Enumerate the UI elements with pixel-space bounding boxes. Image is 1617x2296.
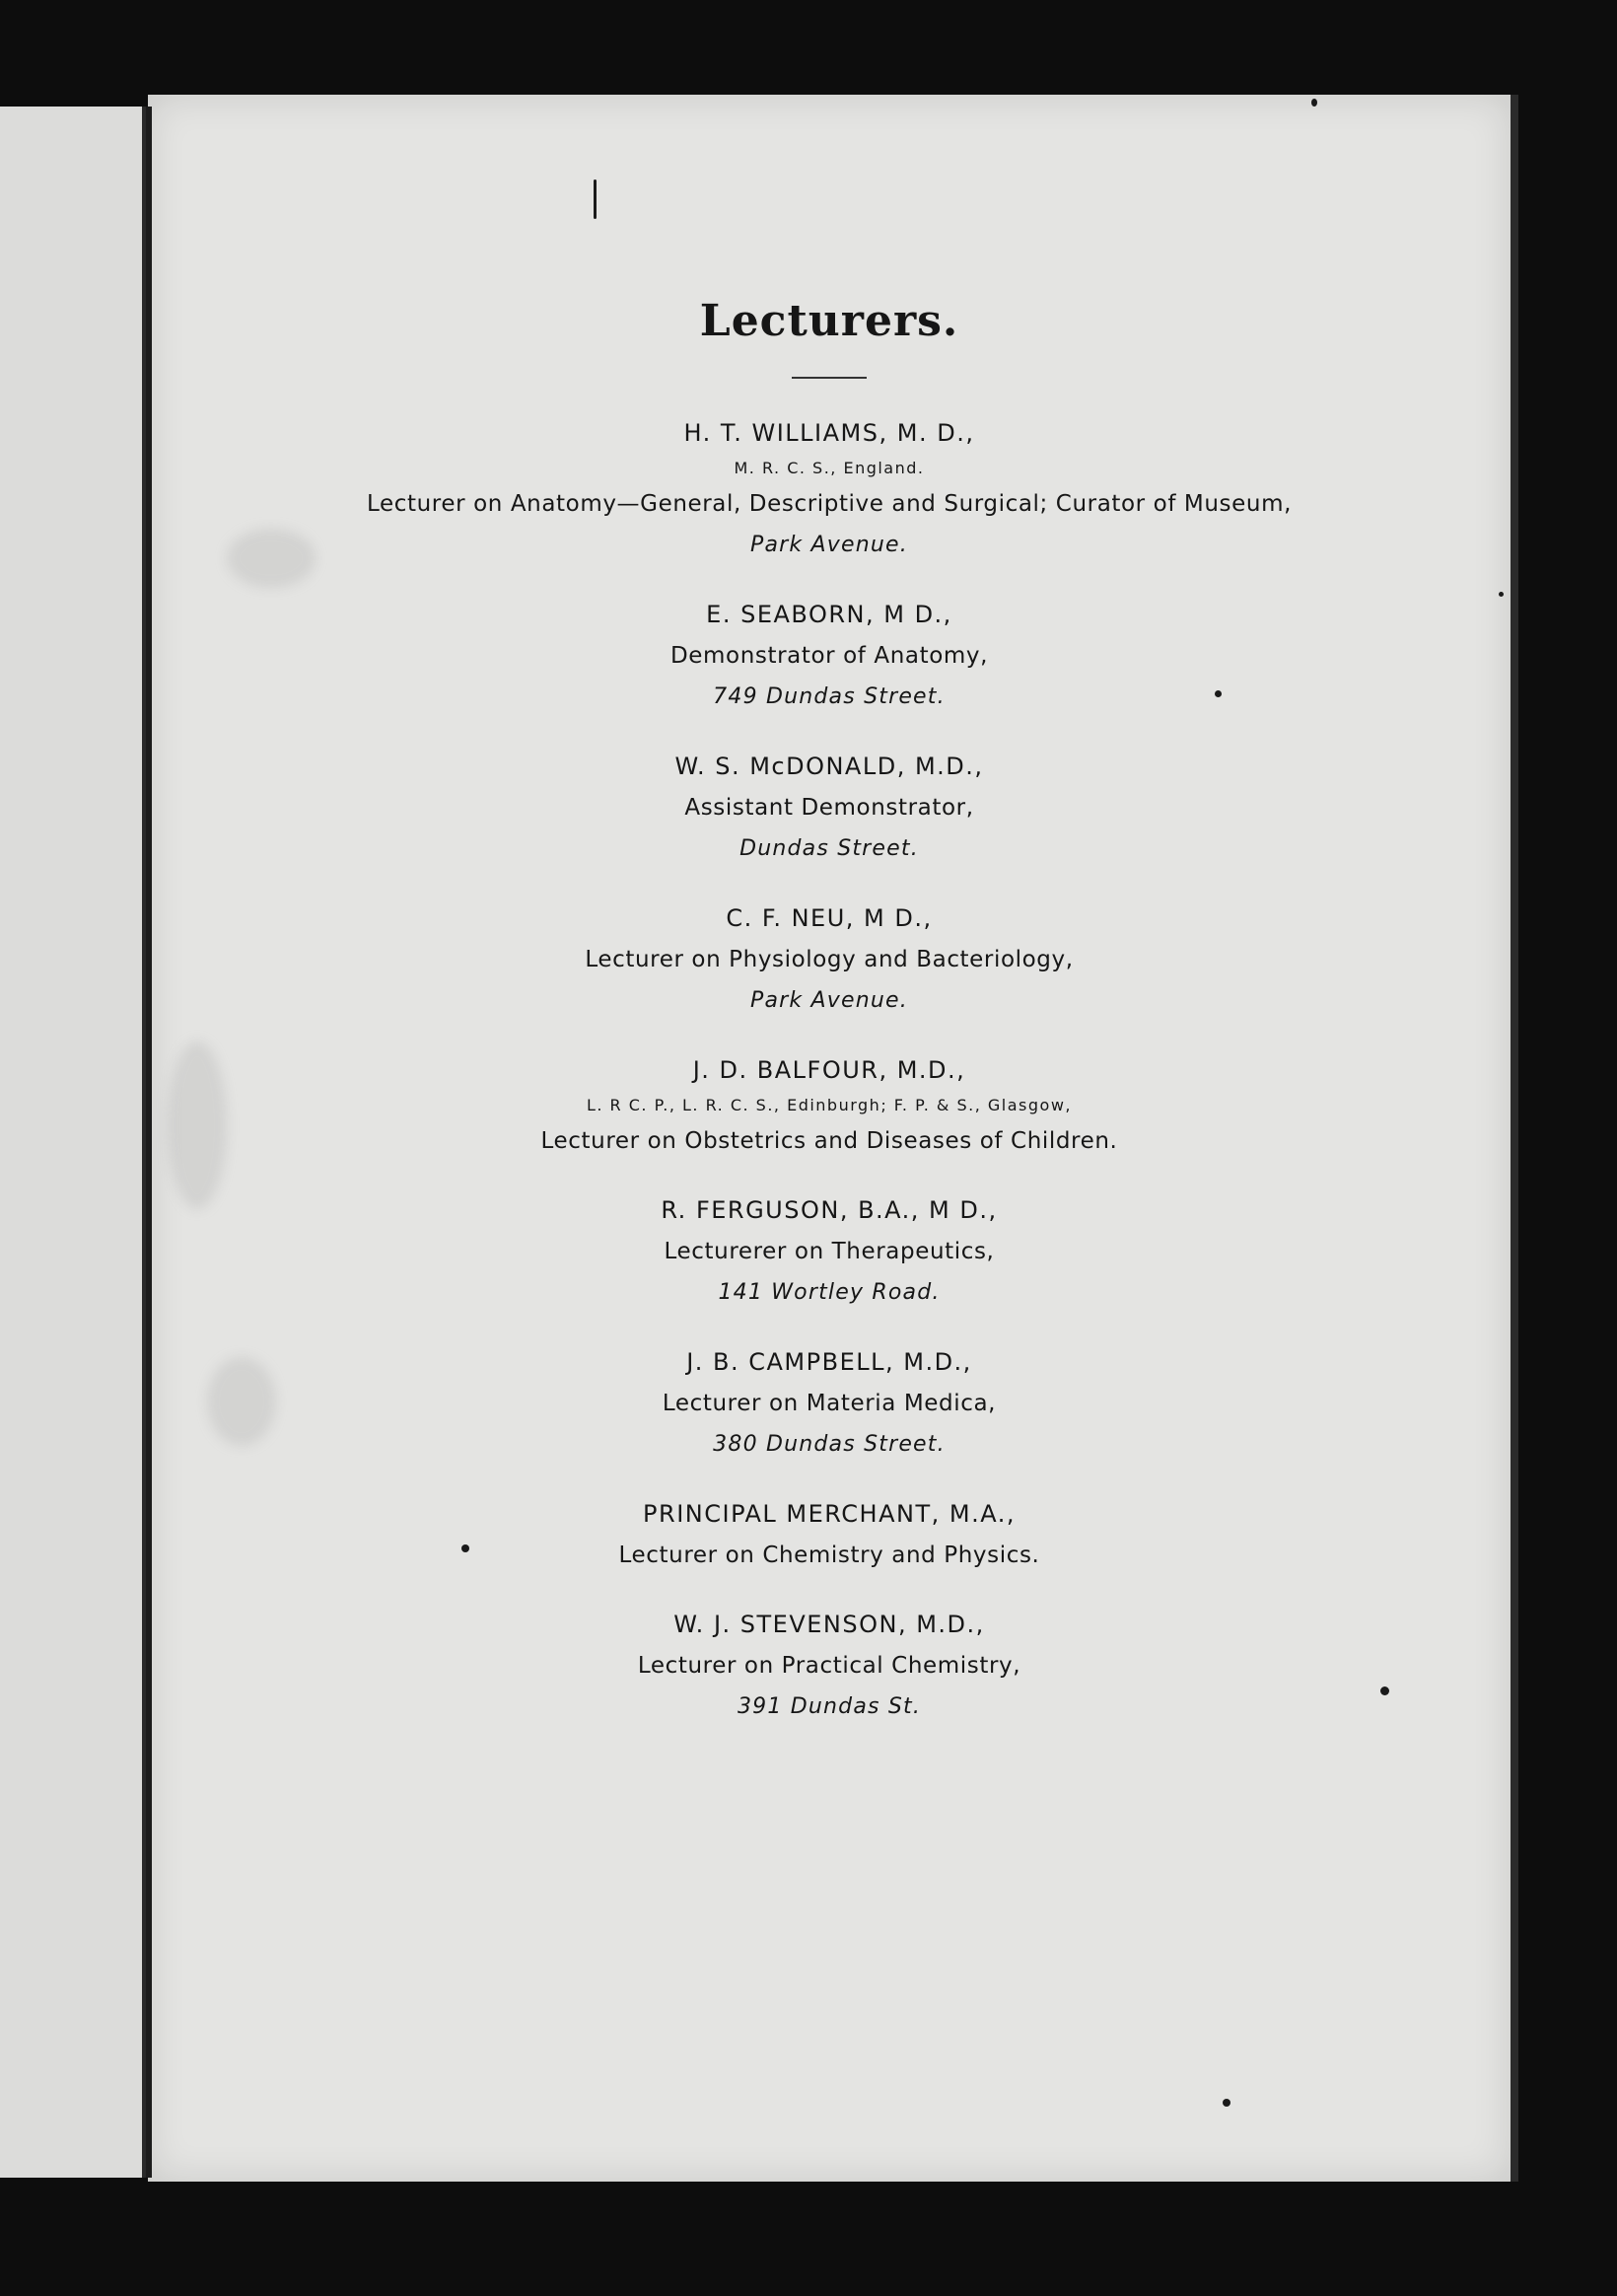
lecturer-address: 749 Dundas Street. [713,684,946,709]
lecturer-entry [148,746,1511,870]
lecturer-name: J. D. BALFOUR, M.D., [692,1056,966,1084]
lecturer-role: Lecturer on Chemistry and Physics. [618,1543,1040,1568]
lecturer-name: W. J. STEVENSON, M.D., [673,1611,985,1638]
lecturer-address: 380 Dundas Street. [713,1432,946,1457]
lecturer-credentials: L. R C. P., L. R. C. S., Edinburgh; F. P. & S., Glasgow, [586,1096,1073,1114]
lecturer-role: Lecturerer on Therapeutics, [664,1239,995,1264]
lecturer-role: Lecturer on Physiology and Bacteriology, [585,947,1074,972]
title-rule [792,377,867,379]
lecturer-role: Lecturer on Materia Medica, [662,1391,997,1416]
lecturer-entry [148,1493,1511,1576]
lecturer-entry [148,412,1511,566]
lecturer-entry [148,1604,1511,1728]
left-facing-page [0,107,146,2178]
lecturer-name: E. SEABORN, M D., [706,601,952,628]
lecturer-entry [148,1341,1511,1466]
lecturer-address: 391 Dundas St. [737,1694,922,1719]
ink-speck [594,179,597,219]
lecturer-entry [148,1049,1511,1162]
lecturer-role: Assistant Demonstrator, [684,795,974,821]
lecturer-address: Dundas Street. [739,836,919,861]
ink-speck [1223,2099,1230,2107]
lecturer-name: R. FERGUSON, B.A., M D., [661,1196,998,1224]
lecturer-role: Lecturer on Anatomy—General, Descriptive and Surgical; Curator of Museum, [367,491,1292,517]
lecturer-role: Demonstrator of Anatomy, [669,643,989,669]
lecturer-name: PRINCIPAL MERCHANT, M.A., [643,1500,1016,1528]
lecturers-list [148,296,1511,1756]
ink-speck [1311,99,1317,107]
page-edge [1511,95,1518,2182]
lecturer-role: Lecturer on Practical Chemistry, [637,1653,1021,1679]
lecturer-address: 141 Wortley Road. [718,1280,941,1305]
lecturer-name: W. S. McDONALD, M.D., [674,753,984,780]
lecturer-role: Lecturer on Obstetrics and Diseases of Children. [540,1128,1118,1154]
lecturer-name: H. T. WILLIAMS, M. D., [683,419,975,447]
lecturer-name: J. B. CAMPBELL, M.D., [686,1348,972,1376]
lecturer-entry [148,897,1511,1022]
page-title: Lecturers. [699,296,959,346]
lecturer-address: Park Avenue. [750,988,908,1013]
lecturer-credentials: M. R. C. S., England. [734,459,925,477]
lecturer-name: C. F. NEU, M D., [726,904,933,932]
lecturer-entry [148,1189,1511,1314]
lecturer-address: Park Avenue. [750,533,908,557]
lecturer-entry [148,594,1511,718]
